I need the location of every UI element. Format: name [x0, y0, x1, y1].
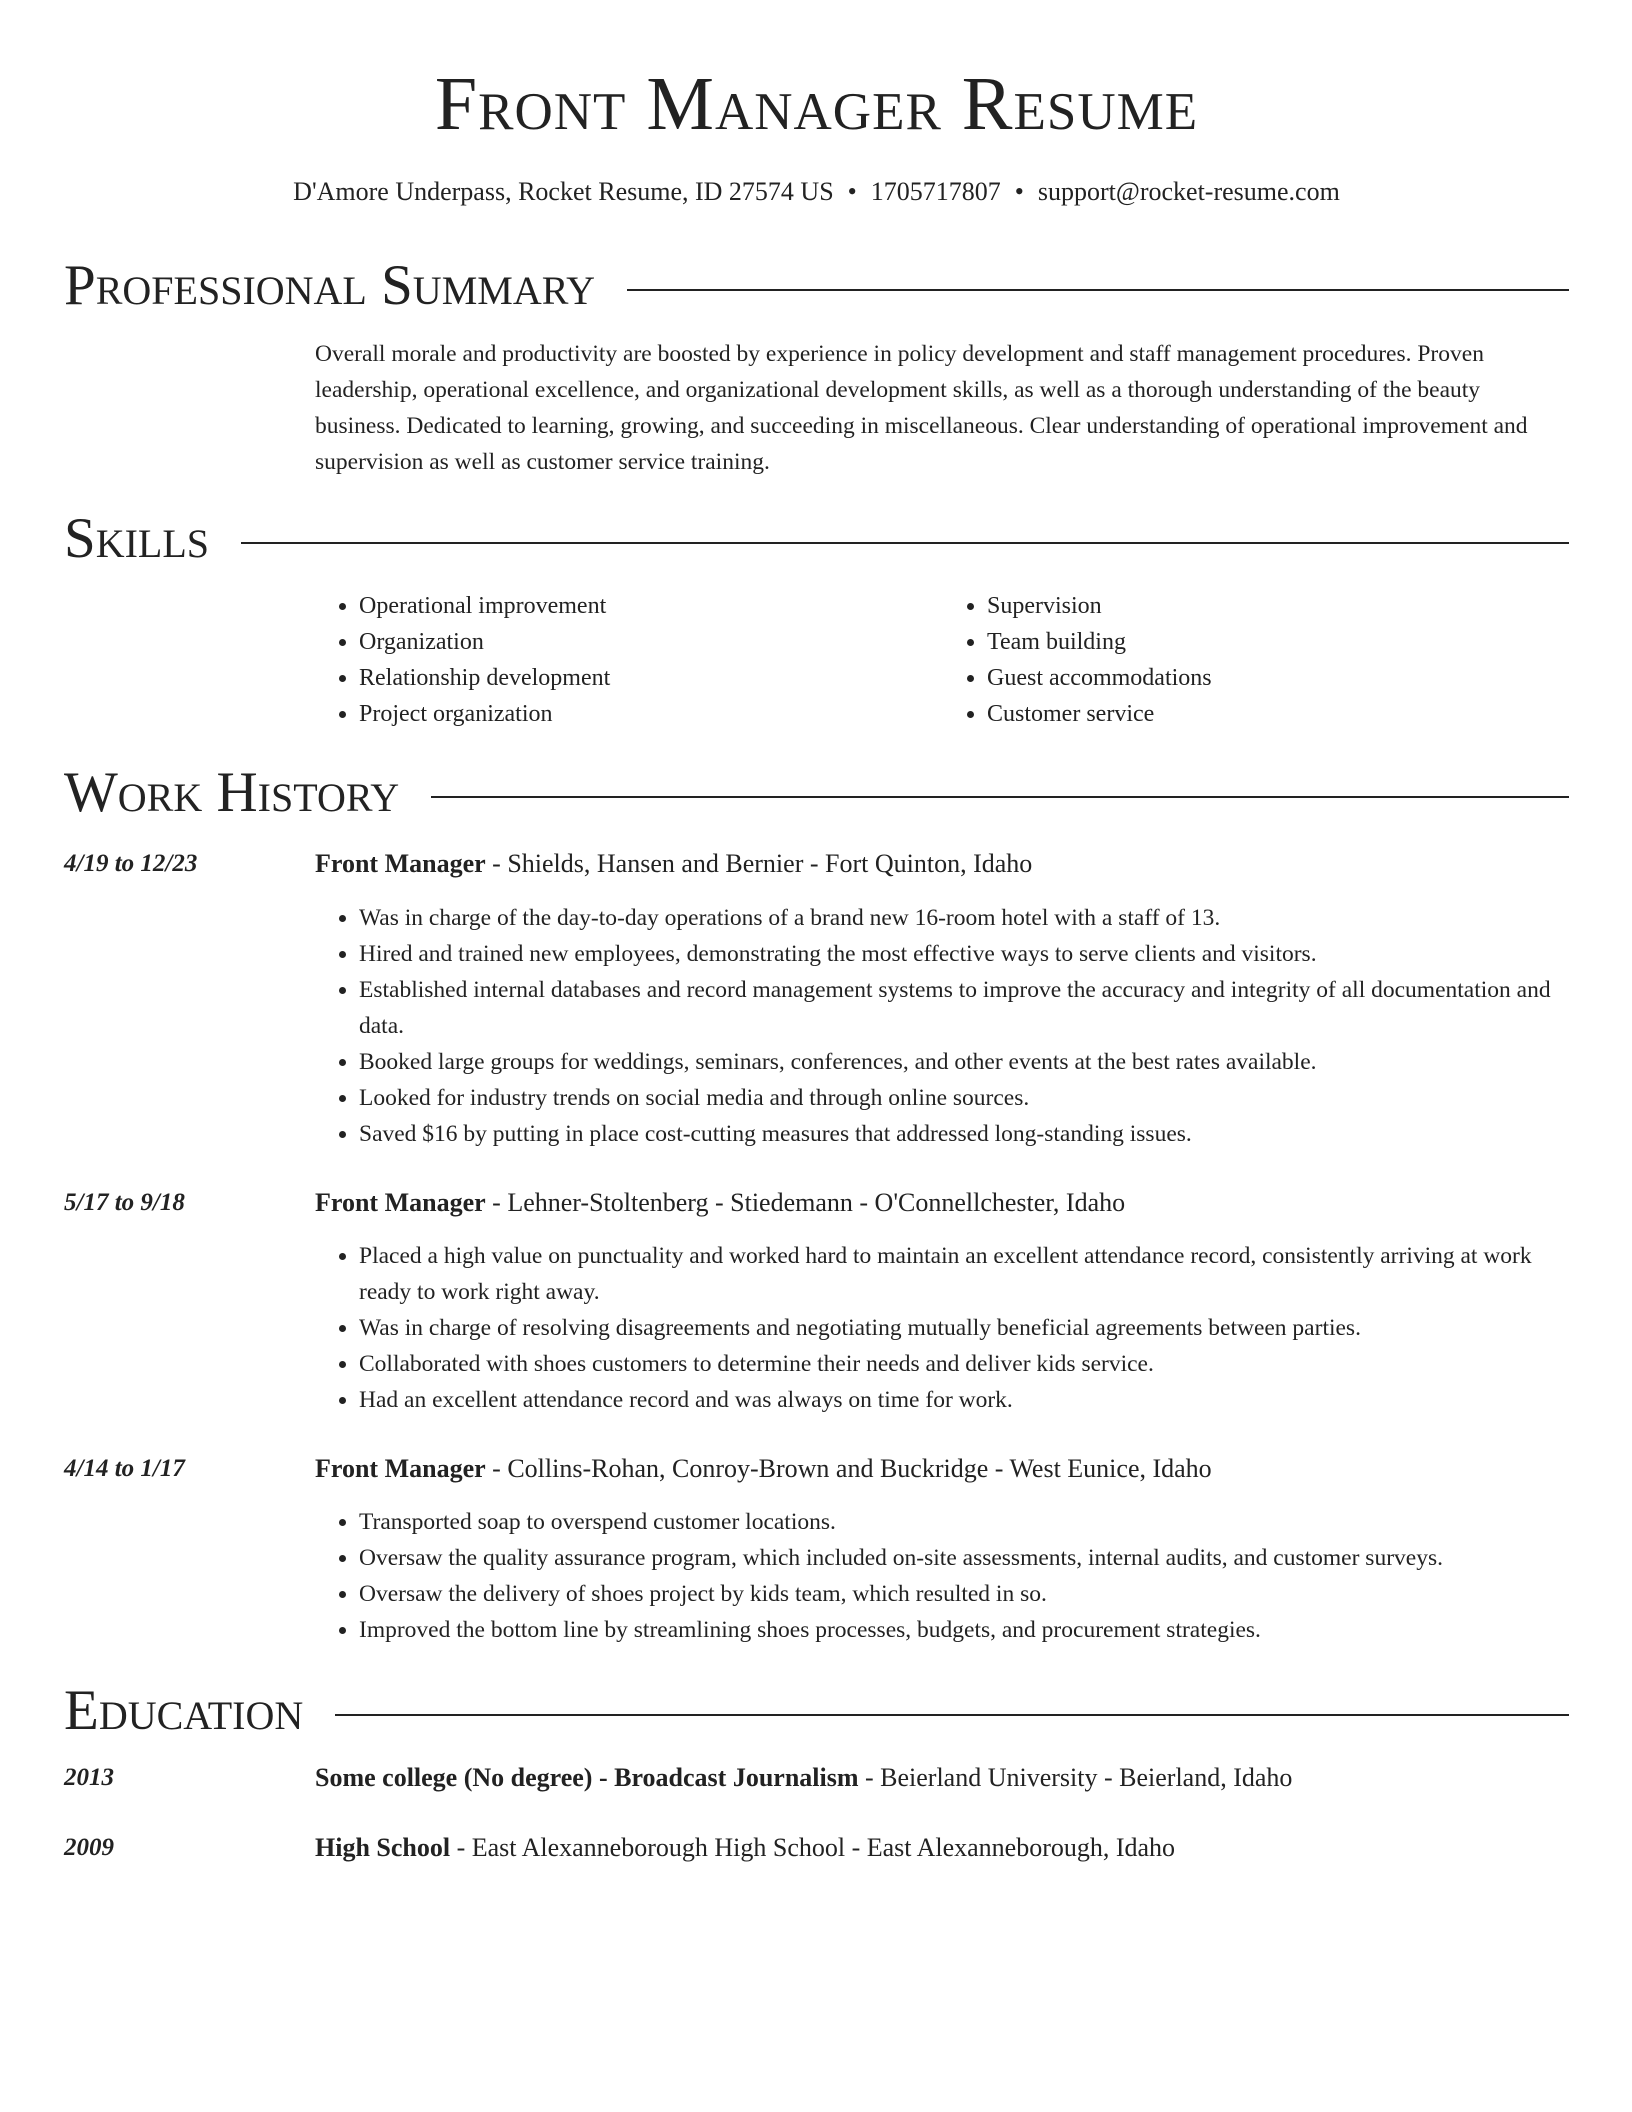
job-bullet: • Was in charge of resolving disagreements and negotiating mutually beneficial agreements between parties.: [359, 1310, 1571, 1346]
section-header-education: [64, 1680, 1569, 1742]
skills-list: [315, 588, 1571, 732]
job-date: 4/14 to 1/17: [64, 1455, 185, 1482]
skill-item: • Organization: [359, 624, 943, 660]
contact-separator: •: [847, 177, 857, 206]
job-bullet: • Looked for industry trends on social media and through online sources.: [359, 1080, 1571, 1116]
job-title: Front Manager: [315, 1188, 486, 1217]
skill-item: • Supervision: [987, 588, 1571, 624]
job-bullets: [315, 1504, 1571, 1648]
section-divider: [335, 1714, 1569, 1716]
job-bullet: • Oversaw the delivery of shoes project by kids team, which resulted in so.: [359, 1576, 1571, 1612]
job-bullet: • Was in charge of the day-to-day operations of a brand new 16-room hotel with a staff of 13.: [359, 900, 1571, 936]
job-bullet: • Had an excellent attendance record and was always on time for work.: [359, 1382, 1571, 1418]
skill-item: • Relationship development: [359, 660, 943, 696]
job-heading: [315, 848, 1032, 880]
education-date: 2013: [64, 1764, 114, 1791]
contact-line: [64, 176, 1569, 208]
job-title: Front Manager: [315, 849, 486, 878]
job-bullet: • Collaborated with shoes customers to determine their needs and deliver kids service.: [359, 1346, 1571, 1382]
job-bullet: • Booked large groups for weddings, seminars, conferences, and other events at the best rates available.: [359, 1044, 1571, 1080]
job-details: - Lehner-Stoltenberg - Stiedemann - O'Connellchester, Idaho: [485, 1188, 1126, 1217]
job-bullets: [315, 900, 1571, 1152]
job-bullet: • Saved $16 by putting in place cost-cutting measures that addressed long-standing issues.: [359, 1116, 1571, 1152]
skill-item: • Project organization: [359, 696, 943, 732]
resume-page: [64, 0, 1569, 1862]
skill-item: • Operational improvement: [359, 588, 943, 624]
job-date: 4/19 to 12/23: [64, 850, 198, 877]
section-title-work: Work History: [64, 761, 400, 824]
job-date: 5/17 to 9/18: [64, 1189, 185, 1216]
section-divider: [627, 289, 1569, 291]
section-divider: [431, 796, 1569, 798]
skills-column-right: [943, 588, 1571, 732]
summary-text: Overall morale and productivity are boosted by experience in policy development and staff management procedures. Proven leadership, operational excellence, and organizational development skills, as well as a thorough understanding of the beauty business. Dedicated to learning, growing, and succeeding in miscellaneous. Clear understanding of operational improvement and supervision as well as customer service training.: [315, 341, 1528, 475]
section-title-summary: Professional Summary: [64, 254, 596, 317]
job-bullet: • Placed a high value on punctuality and worked hard to maintain an excellent attendance record, consistently arriving at work ready to work right away.: [359, 1238, 1571, 1310]
skills-column-left: [315, 588, 943, 732]
section-header-summary: [64, 255, 1569, 317]
job-heading: [315, 1187, 1125, 1219]
job-bullets: [315, 1238, 1571, 1418]
job-bullet: • Hired and trained new employees, demonstrating the most effective ways to serve clients and visitors.: [359, 936, 1571, 972]
section-title-education: Education: [64, 1679, 304, 1742]
contact-phone: 1705717807: [870, 177, 1001, 206]
section-divider: [241, 542, 1569, 544]
skill-item: • Team building: [987, 624, 1571, 660]
section-title-skills: Skills: [64, 507, 210, 570]
job-details: - Collins-Rohan, Conroy-Brown and Buckridge - West Eunice, Idaho: [485, 1454, 1212, 1483]
section-header-skills: [64, 508, 1569, 570]
job-title: Front Manager: [315, 1454, 486, 1483]
education-title: Some college (No degree) - Broadcast Journalism: [315, 1763, 859, 1792]
education-details: - East Alexanneborough High School - East Alexanneborough, Idaho: [450, 1833, 1176, 1862]
section-header-work: [64, 762, 1569, 824]
education-date: 2009: [64, 1834, 114, 1861]
job-bullet: • Transported soap to overspend customer locations.: [359, 1504, 1571, 1540]
skill-item: • Customer service: [987, 696, 1571, 732]
contact-address: D'Amore Underpass, Rocket Resume, ID 27574 US: [293, 177, 834, 206]
education-details: - Beierland University - Beierland, Idaho: [858, 1763, 1293, 1792]
job-details: - Shields, Hansen and Bernier - Fort Quinton, Idaho: [485, 849, 1033, 878]
education-heading: [315, 1832, 1175, 1864]
skill-item: • Guest accommodations: [987, 660, 1571, 696]
contact-separator: •: [1014, 177, 1024, 206]
job-heading: [315, 1453, 1212, 1485]
job-bullet: • Oversaw the quality assurance program, which included on-site assessments, internal audits, and customer surveys.: [359, 1540, 1571, 1576]
education-heading: [315, 1762, 1292, 1794]
resume-title: Front Manager Resume: [434, 62, 1199, 146]
job-bullet: • Established internal databases and record management systems to improve the accuracy and integrity of all documentation and data.: [359, 972, 1571, 1044]
education-title: High School: [315, 1833, 451, 1862]
job-bullet: • Improved the bottom line by streamlining shoes processes, budgets, and procurement strategies.: [359, 1612, 1571, 1648]
contact-email: support@rocket-resume.com: [1037, 177, 1340, 206]
